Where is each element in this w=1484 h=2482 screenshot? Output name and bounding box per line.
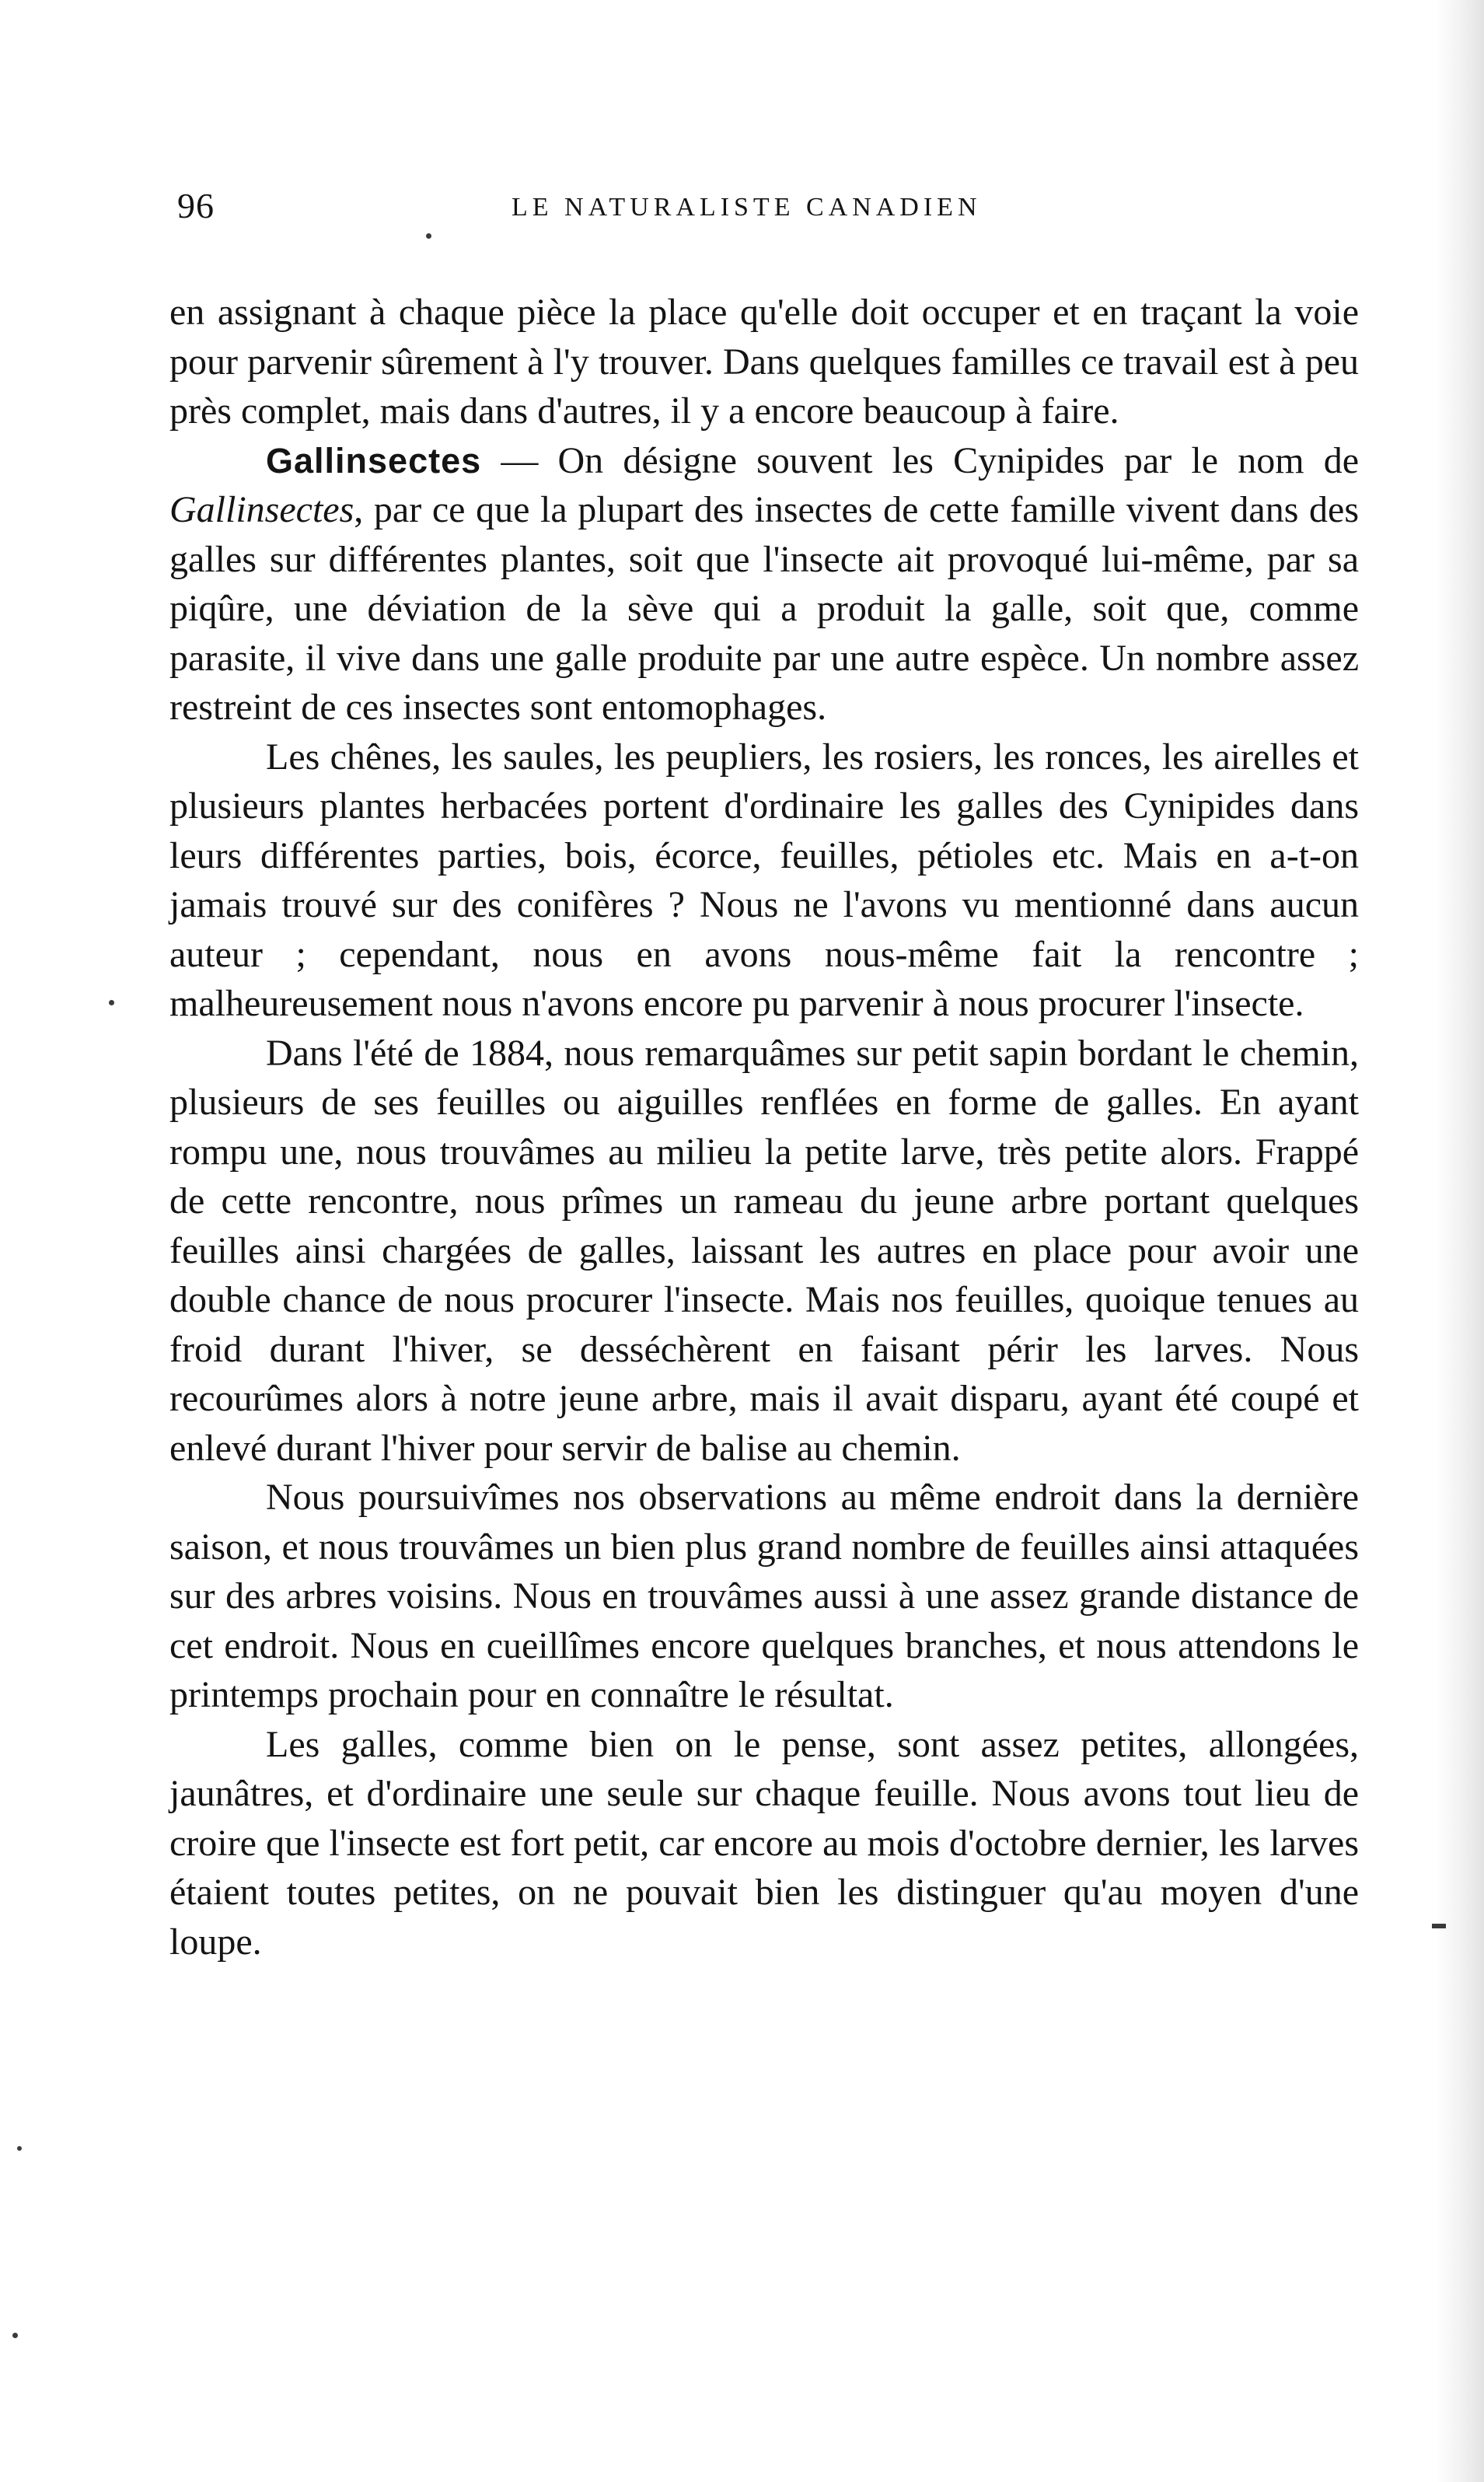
page-number: 96 [177,186,215,225]
scan-speck [1432,1924,1446,1928]
paragraph-gallinsectes [169,436,1359,732]
paragraph-summer-1884: Dans l'été de 1884, nous remarquâmes sur petit sapin bordant le chemin, plusieurs de ses feuilles ou aiguilles renflées en forme de galles. En ayant rompu une, nous trouvâmes au milieu la petite larve, très petite alors. Frappé de cette rencontre, nous prîmes un rameau du jeune arbre portant quelques feuilles ainsi chargées de galles, laissant les autres en place pour avoir une double chance de nous procurer l'insecte. Mais nos feuilles, quoique tenues au froid durant l'hiver, se desséchèrent en faisant périr les larves. Nous recourûmes alors à notre jeune arbre, mais il avait disparu, ayant été coupé et enlevé durant l'hiver pour servir de balise au chemin. [169,1032,1359,1469]
scan-speck [109,1000,114,1005]
article-body [169,288,1359,1966]
paragraph-host-plants: Les chênes, les saules, les peupliers, les rosiers, les ronces, les airelles et plusieurs plantes herbacées portent d'ordinaire les galles des Cynipides dans leurs différentes parties, bois, écorce, feuilles, pétioles etc. Mais en a-t-on jamais trouvé sur des conifères ? Nous ne l'avons vu mentionné dans aucun auteur ; cependant, nous en avons nous-même fait la rencontre ; malheureusement nous n'avons encore pu parvenir à nous procurer l'insecte. [169,736,1359,1024]
section-heading: Gallinsectes [266,440,482,481]
page-header [177,185,1359,239]
scan-speck [12,2333,18,2338]
paragraph-text: , par ce que la plupart des insectes de cette famille vivent dans des galles sur différentes plantes, soit que l'insecte ait provoqué lui-même, par sa piqûre, une déviation de la sève qui a produit la galle, soit que, comme parasite, il vive dans une galle produite par une autre espèce. Un nombre assez restreint de ces insectes sont entomophages. [169,489,1359,728]
paragraph-observations: Nous poursuivîmes nos observations au même endroit dans la dernière saison, et nous trouvâmes un bien plus grand nombre de feuilles ainsi attaquées sur des arbres voisins. Nous en trouvâmes aussi à une assez grande distance de cet endroit. Nous en cueillîmes encore quelques branches, et nous attendons le printemps prochain pour en connaître le résultat. [169,1477,1359,1715]
paragraph-text: — On désigne souvent les Cynipides par le nom de [481,439,1359,481]
running-title: LE NATURALISTE CANADIEN [512,193,982,222]
paragraph-continued: en assignant à chaque pièce la place qu'elle doit occuper et en traçant la voie pour parvenir sûrement à l'y trouver. Dans quelques familles ce travail est à peu près complet, mais dans d'autres, il y a encore beaucoup à faire. [169,292,1359,432]
paragraph-galls: Les galles, comme bien on le pense, sont assez petites, allongées, jaunâtres, et d'ordinaire une seule sur chaque feuille. Nous avons tout lieu de croire que l'insecte est fort petit, car encore au mois d'octobre dernier, les larves étaient toutes petites, on ne pouvait bien les distinguer qu'au moyen d'une loupe. [169,1723,1359,1963]
scan-speck [17,2146,22,2151]
italic-term: Gallinsectes [169,489,354,530]
scan-speck [426,233,431,239]
scan-edge-shadow [1436,0,1484,2482]
